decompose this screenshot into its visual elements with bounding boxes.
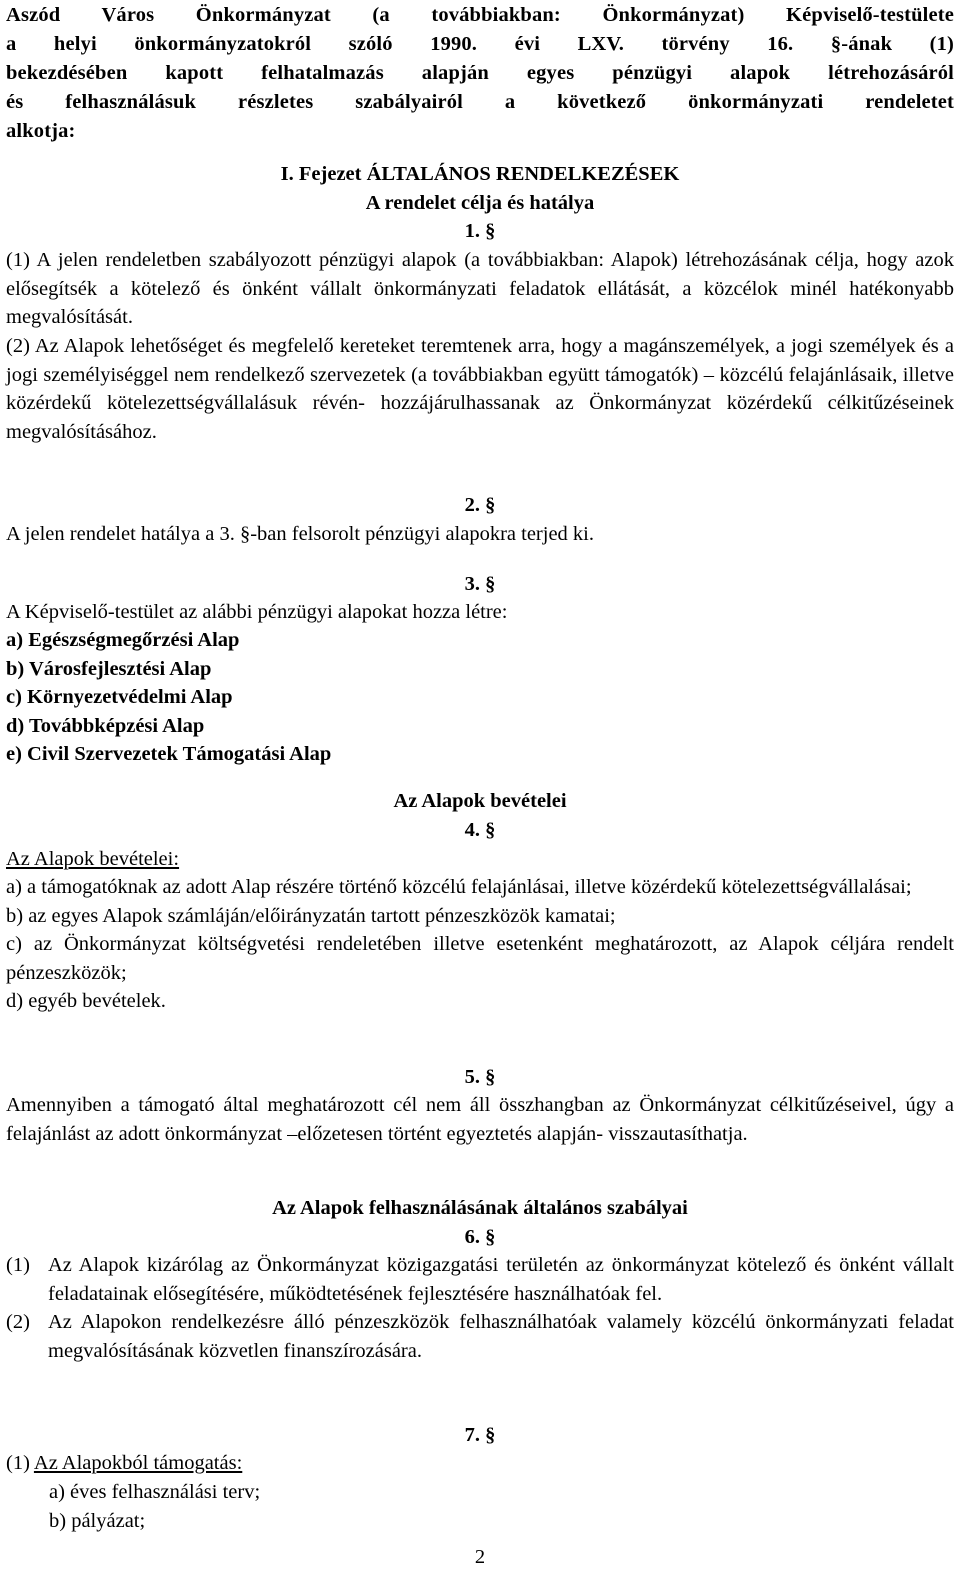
list-item: c) Környezetvédelmi Alap [6,686,233,709]
section-7-heading: 7. § [464,1424,496,1446]
list-item: a) a támogatóknak az adott Alap részére történő közcélú felajánlásai, illetve közérdekű kötelezettségvállalásai; [6,876,912,898]
section-1-heading: 1. § [464,220,496,242]
section-1-paragraph-1: (1) A jelen rendeletben szabályozott pénzügyi alapok (a továbbiakban: Alapok) létrehozásának célja, hogy azok elősegítsék a kötelező és önként vállalt önkormányzati feladatok ellátását, a közcélok minél hatékonyabb megvalósítását. [6,249,954,329]
section-4-lead: Az Alapok bevételei: [6,848,180,870]
section-7-lead: Az Alapokból támogatás: [33,1452,243,1474]
section-6-title: Az Alapok felhasználásának általános szabályai [272,1197,688,1219]
section-1-paragraph-2: (2) Az Alapok lehetőséget és megfelelő kereteket teremtenek arra, hogy a magánszemélyek, a jogi személyek és a jogi személyiséggel nem rendelkező szervezetek (a továbbiakban együtt támogatók) – közcélú felajánlásaik, illetve közérdekű kötelezettségvállalásuk révén- hozzájárulhassanak az Önkormányzat közérdekű célkitűzéseinek megvalósításához. [6,335,954,443]
section-4-title: Az Alapok bevételei [393,790,567,812]
chapter-title: I. Fejezet ÁLTALÁNOS RENDELKEZÉSEK [280,163,680,185]
section-5-text: Amennyiben a támogató által meghatározott cél nem áll összhangban az Önkormányzat célkitűzéseivel, úgy a felajánlást az adott önkormányzat –előzetesen történt egyeztetés alapján- visszautasíthatja. [6,1094,954,1145]
item-text: Az Alapok kizárólag az Önkormányzat közigazgatási területén az önkormányzat kötelező és önként vállalt feladatainak elősegítésére, működtetésének fejlesztésére használhatóak fel. [48,1254,954,1305]
chapter-subtitle: A rendelet célja és hatálya [365,192,595,214]
preamble [6,1,954,146]
item-text: Az Alapokon rendelkezésre álló pénzeszközök felhasználhatóak valamely közcélú önkormányzati feladat megvalósításának közvetlen finanszírozására. [48,1311,954,1362]
list-item: a) Egészségmegőrzési Alap [6,629,240,651]
item-number: (1) [6,1254,30,1276]
list-item: d) Továbbképzési Alap [6,714,205,737]
preamble-line: Aszód Város Önkormányzat (a továbbiakban: Önkormányzat) Képviselő-testülete [6,4,954,26]
page-number: 2 [474,1546,486,1568]
item-number: (1) [6,1452,30,1474]
list-item: b) pályázat; [49,1509,146,1532]
section-5-heading: 5. § [464,1066,496,1088]
list-item: b) Városfejlesztési Alap [6,657,212,680]
funds-list [6,626,954,769]
list-item: e) Civil Szervezetek Támogatási Alap [6,743,332,766]
list-item: d) egyéb bevételek. [6,990,166,1013]
preamble-line: alkotja: [6,120,76,142]
rules-list [6,1251,954,1365]
list-item: b) az egyes Alapok számláján/előirányzatán tartott pénzeszközök kamatai; [6,904,616,927]
section-6-heading: 6. § [464,1226,496,1248]
preamble-line: bekezdésében kapott felhatalmazás alapján egyes pénzügyi alapok létrehozásáról [6,62,954,84]
preamble-line: és felhasználásuk részletes szabályairól a következő önkormányzati rendeletet [6,91,954,113]
section-2-heading: 2. § [464,494,496,516]
revenues-list [6,873,954,1016]
item-number: (2) [6,1311,30,1334]
preamble-line: a helyi önkormányzatokról szóló 1990. évi LXV. törvény 16. §-ának (1) [6,33,954,55]
support-list [6,1478,954,1535]
list-item: c) az Önkormányzat költségvetési rendeletében illetve esetenként meghatározott, az Alapok céljára rendelt pénzeszközök; [6,933,954,984]
section-4-heading: 4. § [464,819,496,841]
list-item [6,1308,954,1365]
list-item [6,1251,954,1308]
section-2-text: A jelen rendelet hatálya a 3. §-ban felsorolt pénzügyi alapokra terjed ki. [6,523,595,545]
list-item: a) éves felhasználási terv; [49,1481,261,1503]
section-3-lead: A Képviselő-testület az alábbi pénzügyi alapokat hozza létre: [6,601,508,623]
section-3-heading: 3. § [464,573,496,595]
